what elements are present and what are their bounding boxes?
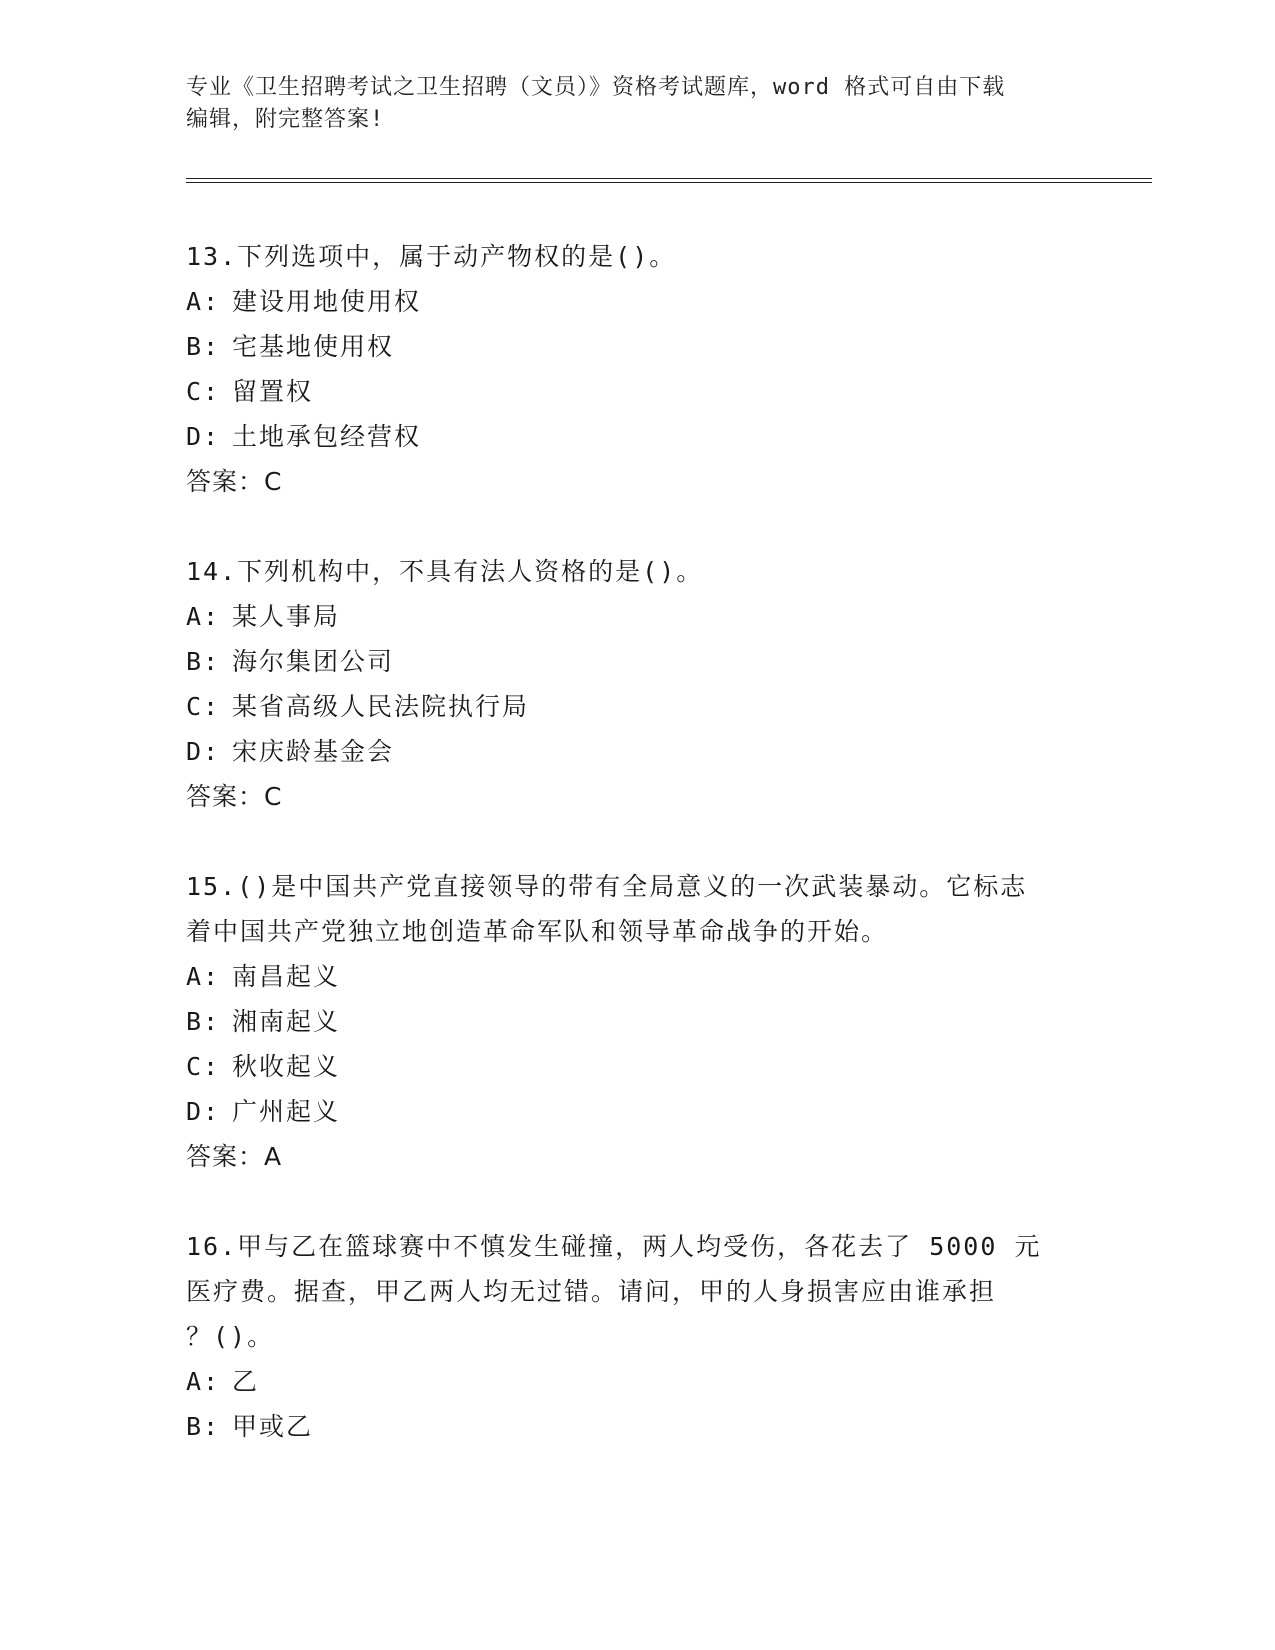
option-text: 某省高级人民法院执行局 — [232, 692, 530, 721]
answer-line: 答案：C — [186, 782, 283, 811]
option-letter: A: — [186, 602, 221, 631]
option-letter: C: — [186, 1052, 221, 1081]
header-divider-bottom — [186, 182, 1152, 183]
answer-line: 答案：C — [186, 467, 283, 496]
header-divider-top — [186, 178, 1152, 179]
option-c — [186, 1044, 1086, 1089]
header-line-2: 编辑，附完整答案! — [186, 107, 385, 132]
option-letter: D: — [186, 737, 221, 766]
question-15 — [186, 864, 1086, 1179]
stem-line: 医疗费。据查，甲乙两人均无过错。请问，甲的人身损害应由谁承担 — [186, 1277, 997, 1306]
question-stem — [186, 1224, 1086, 1359]
option-d — [186, 1089, 1086, 1134]
option-letter: D: — [186, 1097, 221, 1126]
option-text: 广州起义 — [232, 1097, 341, 1126]
option-text: 宅基地使用权 — [232, 332, 395, 361]
option-d — [186, 414, 1086, 459]
option-letter: A: — [186, 287, 221, 316]
option-letter: B: — [186, 1412, 221, 1441]
document-header — [186, 72, 1066, 136]
option-letter: A: — [186, 962, 221, 991]
option-a — [186, 1359, 1086, 1404]
option-text: 宋庆龄基金会 — [232, 737, 395, 766]
stem-line: 14.下列机构中，不具有法人资格的是()。 — [186, 557, 704, 586]
option-c — [186, 684, 1086, 729]
option-letter: A: — [186, 1367, 221, 1396]
option-a — [186, 954, 1086, 999]
answer-line: 答案：A — [186, 1142, 283, 1171]
option-a — [186, 594, 1086, 639]
option-text: 建设用地使用权 — [232, 287, 422, 316]
question-stem — [186, 549, 1086, 594]
option-text: 湘南起义 — [232, 1007, 341, 1036]
option-letter: B: — [186, 332, 221, 361]
option-text: 乙 — [232, 1367, 260, 1396]
stem-line: 13.下列选项中，属于动产物权的是()。 — [186, 242, 677, 271]
stem-line: 着中国共产党独立地创造革命军队和领导革命战争的开始。 — [186, 917, 889, 946]
option-text: 留置权 — [232, 377, 314, 406]
header-line-1: 专业《卫生招聘考试之卫生招聘（文员）》资格考试题库，word 格式可自由下载 — [186, 75, 1006, 100]
option-text: 秋收起义 — [232, 1052, 341, 1081]
option-b — [186, 1404, 1086, 1449]
option-letter: B: — [186, 1007, 221, 1036]
question-stem — [186, 864, 1086, 954]
question-16 — [186, 1224, 1086, 1449]
question-list — [186, 234, 1086, 1494]
option-d — [186, 729, 1086, 774]
option-a — [186, 279, 1086, 324]
stem-line: 16.甲与乙在篮球赛中不慎发生碰撞，两人均受伤，各花去了 5000 元 — [186, 1232, 1042, 1261]
option-c — [186, 369, 1086, 414]
stem-line: ？()。 — [186, 1322, 275, 1351]
option-letter: B: — [186, 647, 221, 676]
option-letter: D: — [186, 422, 221, 451]
option-letter: C: — [186, 377, 221, 406]
option-b — [186, 639, 1086, 684]
option-b — [186, 999, 1086, 1044]
question-13 — [186, 234, 1086, 504]
option-text: 某人事局 — [232, 602, 341, 631]
option-letter: C: — [186, 692, 221, 721]
option-text: 南昌起义 — [232, 962, 341, 991]
option-text: 海尔集团公司 — [232, 647, 395, 676]
stem-line: 15.()是中国共产党直接领导的带有全局意义的一次武装暴动。它标志 — [186, 872, 1028, 901]
question-14 — [186, 549, 1086, 819]
question-stem — [186, 234, 1086, 279]
option-text: 甲或乙 — [232, 1412, 314, 1441]
option-b — [186, 324, 1086, 369]
option-text: 土地承包经营权 — [232, 422, 422, 451]
